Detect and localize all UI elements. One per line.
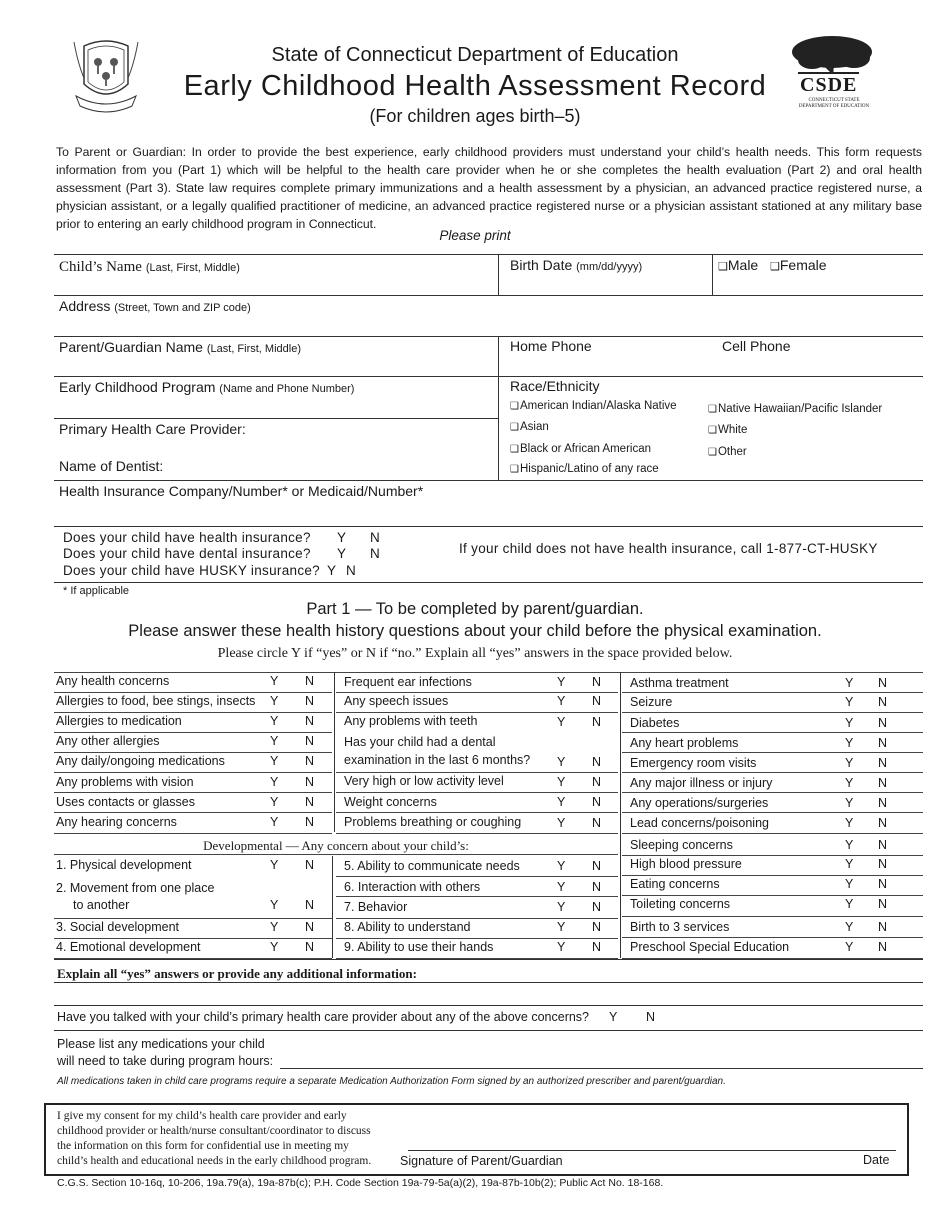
question-label: Any health concerns — [56, 674, 170, 688]
question-label: 7. Behavior — [344, 900, 408, 914]
race-label: Race/Ethnicity — [510, 378, 600, 394]
explain-answer-line[interactable] — [54, 1005, 923, 1006]
male-label: Male — [727, 257, 759, 273]
question-label: Lead concerns/poisoning — [630, 816, 769, 830]
col3-q2-y[interactable]: Y — [845, 695, 854, 709]
question-label: 9. Ability to use their hands — [344, 940, 494, 954]
dev-q5-n[interactable]: N — [592, 859, 602, 873]
dental-insurance-n[interactable]: N — [370, 546, 380, 561]
race-option-label: Hispanic/Latino of any race — [519, 463, 659, 475]
col3-q11-y[interactable]: Y — [845, 877, 854, 891]
dev-q8-y[interactable]: Y — [557, 920, 566, 934]
col1-q5-n[interactable]: N — [305, 754, 315, 768]
developmental-heading: Developmental — Any concern about your child’s: — [203, 838, 469, 853]
col2-q2-y[interactable]: Y — [557, 694, 566, 708]
consent-line-3: the information on this form for confidential use in meeting my — [57, 1140, 349, 1152]
question-label: to another — [73, 898, 130, 912]
dev-q9-y[interactable]: Y — [557, 940, 566, 954]
medications-label-1: Please list any medications your child — [57, 1037, 265, 1051]
statute-citation: C.G.S. Section 10-16q, 10-206, 19a.79(a), 19a-87b(c); P.H. Code Section 19a-79-5a(a)(2), 19a-87b-10b(2); Public Act No. 18-168. — [57, 1177, 664, 1189]
question-label: Any daily/ongoing medications — [56, 754, 225, 768]
col3-q4-y[interactable]: Y — [845, 736, 854, 750]
dev-q8-n[interactable]: N — [592, 920, 602, 934]
cell-phone-field[interactable] — [722, 338, 791, 354]
col3-q13-n[interactable]: N — [878, 920, 888, 934]
husky-insurance-y[interactable]: Y — [327, 563, 337, 578]
if-applicable-note: * If applicable — [63, 585, 130, 597]
program-label: Early Childhood Program — [59, 379, 216, 395]
question-label: Seizure — [630, 695, 673, 709]
medications-answer-line[interactable] — [280, 1068, 923, 1069]
birth-date-field[interactable] — [510, 257, 642, 273]
question-label: Any major illness or injury — [630, 776, 773, 790]
race-option-label: White — [717, 424, 748, 436]
col2-q6-n[interactable]: N — [592, 795, 602, 809]
question-label: Uses contacts or glasses — [56, 795, 195, 809]
col1-q1-y[interactable]: Y — [270, 674, 279, 688]
question-label: Any other allergies — [56, 734, 160, 748]
question-label: Any heart problems — [630, 736, 739, 750]
col3-q12-n[interactable]: N — [878, 897, 888, 911]
dental-insurance-y[interactable]: Y — [337, 546, 347, 561]
part1-heading: Part 1 — To be completed by parent/guardian. — [306, 600, 644, 618]
question-label: Emergency room visits — [630, 756, 757, 770]
program-field[interactable] — [59, 379, 354, 395]
col1-q4-n[interactable]: N — [305, 734, 315, 748]
question-label: Problems breathing or coughing — [344, 815, 522, 829]
home-phone-field[interactable] — [510, 338, 592, 354]
insurance-field[interactable]: Health Insurance Company/Number* or Medicaid/Number* — [59, 483, 424, 499]
husky-note: If your child does not have health insurance, call 1-877-CT-HUSKY — [459, 541, 878, 556]
signature-line[interactable] — [408, 1150, 896, 1151]
col3-q8-n[interactable]: N — [878, 816, 888, 830]
checkbox-icon: ❑ — [708, 447, 717, 458]
race-option-black[interactable] — [510, 443, 651, 455]
race-option-asian[interactable] — [510, 421, 549, 433]
child-name-field[interactable] — [59, 258, 240, 276]
husky-insurance-question: Does your child have HUSKY insurance? — [63, 563, 320, 578]
please-print: Please print — [439, 228, 511, 243]
talked-question: Have you talked with your child’s primary health care provider about any of the above concerns? — [57, 1010, 590, 1024]
question-label: Very high or low activity level — [344, 774, 504, 788]
race-option-label: Asian — [519, 421, 549, 433]
race-option-label: American Indian/Alaska Native — [519, 400, 677, 412]
col3-q2-n[interactable]: N — [878, 695, 888, 709]
question-label: Birth to 3 services — [630, 920, 730, 934]
dev-q2-n[interactable]: N — [305, 898, 315, 912]
question-label: Preschool Special Education — [630, 940, 790, 954]
col2-q5-y[interactable]: Y — [557, 775, 566, 789]
health-insurance-question: Does your child have health insurance? — [63, 530, 311, 545]
race-option-label: Black or African American — [519, 443, 651, 455]
dev-q6-n[interactable]: N — [592, 880, 602, 894]
primary-provider-field[interactable]: Primary Health Care Provider: — [59, 421, 246, 437]
dev-q5-y[interactable]: Y — [557, 859, 566, 873]
col3-q3-y[interactable]: Y — [845, 716, 854, 730]
talked-n[interactable]: N — [646, 1010, 656, 1024]
question-label: Frequent ear infections — [344, 675, 472, 689]
race-option-american-indian[interactable] — [510, 400, 677, 412]
race-option-other[interactable] — [708, 446, 747, 458]
col1-q4-y[interactable]: Y — [270, 734, 279, 748]
question-label: Toileting concerns — [630, 897, 731, 911]
address-label: Address — [59, 298, 111, 314]
dev-q4-n[interactable]: N — [305, 940, 315, 954]
col2-q3-n[interactable]: N — [592, 715, 602, 729]
dentist-field[interactable]: Name of Dentist: — [59, 458, 164, 474]
col3-q14-n[interactable]: N — [878, 940, 888, 954]
female-label: Female — [779, 257, 827, 273]
col3-q14-y[interactable]: Y — [845, 940, 854, 954]
col3-q4-n[interactable]: N — [878, 736, 888, 750]
checkbox-icon: ❑ — [510, 401, 519, 412]
col1-q6-y[interactable]: Y — [270, 775, 279, 789]
parent-name-label: Parent/Guardian Name — [59, 339, 203, 355]
col2-q4-n[interactable]: N — [592, 755, 602, 769]
checkbox-icon: ❑ — [770, 261, 780, 273]
dev-q3-y[interactable]: Y — [270, 920, 279, 934]
part1-subheading: Please answer these health history questions about your child before the physical examination. — [128, 622, 822, 640]
male-checkbox[interactable] — [718, 257, 758, 273]
question-label: 3. Social development — [56, 920, 179, 934]
race-option-label: Native Hawaiian/Pacific Islander — [717, 403, 883, 415]
explain-label: Explain all “yes” answers or provide any additional information: — [57, 966, 417, 981]
col2-q7-n[interactable]: N — [592, 816, 602, 830]
child-name-label: Child’s Name — [59, 259, 142, 275]
col2-q6-y[interactable]: Y — [557, 795, 566, 809]
question-label: Allergies to medication — [56, 714, 182, 728]
csde-logo-text: CSDE — [800, 74, 858, 96]
csde-caption: CONNECTICUT STATE DEPARTMENT OF EDUCATION — [798, 98, 870, 109]
question-label: Diabetes — [630, 716, 680, 730]
question-label: 4. Emotional development — [56, 940, 201, 954]
consent-line-2: childhood provider or health/nurse consultant/coordinator to discuss — [57, 1125, 371, 1137]
question-label: High blood pressure — [630, 857, 742, 871]
col3-q7-y[interactable]: Y — [845, 796, 854, 810]
question-label: Any hearing concerns — [56, 815, 177, 829]
dev-q1-n[interactable]: N — [305, 858, 315, 872]
question-label: Has your child had a dental — [344, 735, 496, 749]
dev-q9-n[interactable]: N — [592, 940, 602, 954]
child-name-sub: (Last, First, Middle) — [145, 262, 240, 274]
col1-q2-n[interactable]: N — [305, 694, 315, 708]
col3-q1-n[interactable]: N — [878, 676, 888, 690]
question-label: 1. Physical development — [56, 858, 192, 872]
checkbox-icon: ❑ — [708, 425, 717, 436]
page-subtitle: (For children ages birth–5) — [369, 106, 581, 126]
col3-q6-n[interactable]: N — [878, 776, 888, 790]
husky-insurance-n[interactable]: N — [346, 563, 356, 578]
col1-q8-n[interactable]: N — [305, 815, 315, 829]
col3-q9-n[interactable]: N — [878, 838, 888, 852]
col1-q6-n[interactable]: N — [305, 775, 315, 789]
question-label: examination in the last 6 months? — [344, 753, 531, 767]
col3-q11-n[interactable]: N — [878, 877, 888, 891]
question-label: Sleeping concerns — [630, 838, 733, 852]
cell-phone-label: Cell Phone — [722, 338, 791, 354]
col2-q4-y[interactable]: Y — [557, 755, 566, 769]
question-label: Any problems with teeth — [344, 714, 478, 728]
question-label: Asthma treatment — [630, 676, 729, 690]
col1-q3-y[interactable]: Y — [270, 714, 279, 728]
col3-q5-n[interactable]: N — [878, 756, 888, 770]
female-checkbox[interactable] — [770, 257, 827, 273]
checkbox-icon: ❑ — [510, 444, 519, 455]
checkbox-icon: ❑ — [718, 261, 728, 273]
address-sub: (Street, Town and ZIP code) — [114, 302, 251, 314]
question-label: 5. Ability to communicate needs — [344, 859, 520, 873]
checkbox-icon: ❑ — [510, 422, 519, 433]
col3-q13-y[interactable]: Y — [845, 920, 854, 934]
talked-y[interactable]: Y — [609, 1010, 618, 1024]
checkbox-icon: ❑ — [708, 404, 717, 415]
col1-q3-n[interactable]: N — [305, 714, 315, 728]
medications-label-2: will need to take during program hours: — [57, 1054, 274, 1068]
col1-q5-y[interactable]: Y — [270, 754, 279, 768]
health-insurance-n[interactable]: N — [370, 530, 380, 545]
col3-q7-n[interactable]: N — [878, 796, 888, 810]
dev-q4-y[interactable]: Y — [270, 940, 279, 954]
col3-q10-n[interactable]: N — [878, 857, 888, 871]
dev-q1-y[interactable]: Y — [270, 858, 279, 872]
health-insurance-y[interactable]: Y — [337, 530, 347, 545]
question-label: Eating concerns — [630, 877, 720, 891]
question-label: 2. Movement from one place — [56, 881, 215, 895]
col3-q8-y[interactable]: Y — [845, 816, 854, 830]
race-option-native-hawaiian[interactable] — [708, 403, 882, 415]
col2-q2-n[interactable]: N — [592, 694, 602, 708]
col3-q1-y[interactable]: Y — [845, 676, 854, 690]
parent-name-sub: (Last, First, Middle) — [206, 343, 301, 355]
question-label: Any speech issues — [344, 694, 449, 708]
dev-q7-y[interactable]: Y — [557, 900, 566, 914]
dev-q2-y[interactable]: Y — [270, 898, 279, 912]
birth-date-label: Birth Date — [510, 257, 573, 273]
race-option-label: Other — [717, 446, 747, 458]
medication-note: All medications taken in child care programs require a separate Medication Authorization Form signed by an authorized prescriber and parent/guardian. — [57, 1076, 726, 1087]
race-option-white[interactable] — [708, 424, 747, 436]
date-label: Date — [863, 1153, 890, 1167]
dental-insurance-question: Does your child have dental insurance? — [63, 546, 311, 561]
home-phone-label: Home Phone — [510, 338, 592, 354]
race-option-hispanic[interactable] — [510, 463, 659, 475]
page-title: Early Childhood Health Assessment Record — [183, 70, 767, 102]
birth-date-sub: (mm/dd/yyyy) — [576, 261, 643, 273]
program-sub: (Name and Phone Number) — [219, 383, 355, 395]
address-field[interactable] — [59, 298, 251, 314]
col3-q12-y[interactable]: Y — [845, 897, 854, 911]
dev-q6-y[interactable]: Y — [557, 880, 566, 894]
signature-label: Signature of Parent/Guardian — [400, 1154, 563, 1168]
col2-q7-y[interactable]: Y — [557, 816, 566, 830]
question-label: Any problems with vision — [56, 775, 194, 789]
intro-paragraph: To Parent or Guardian: In order to provide the best experience, early childhood providers must understand your child’s health needs. This form requests information from you (Part 1) which will be helpful to the health care provider when he or she completes the health evaluation (Part 2) and oral health assessment (Part 3). State law requires complete primary immunizations and a health assessment by a physician, an advanced practice registered nurse, a physician assistant, or a legally qualified practitioner of medicine, an advanced practice registered nurse or a physician assistant stationed at any military base prior to entering an early childhood program in Connecticut. — [56, 145, 922, 231]
col3-q10-y[interactable]: Y — [845, 857, 854, 871]
agency-name: State of Connecticut Department of Education — [271, 44, 679, 66]
col1-q2-y[interactable]: Y — [270, 694, 279, 708]
col3-q5-y[interactable]: Y — [845, 756, 854, 770]
col3-q6-y[interactable]: Y — [845, 776, 854, 790]
col2-q3-y[interactable]: Y — [557, 715, 566, 729]
part1-instruction: Please circle Y if “yes” or N if “no.” Explain all “yes” answers in the space provided below. — [217, 646, 733, 661]
col2-q5-n[interactable]: N — [592, 775, 602, 789]
dev-q7-n[interactable]: N — [592, 900, 602, 914]
question-label: Any operations/surgeries — [630, 796, 769, 810]
col1-q7-n[interactable]: N — [305, 795, 315, 809]
question-label: Weight concerns — [344, 795, 437, 809]
consent-line-1: I give my consent for my child’s health care provider and early — [57, 1110, 347, 1122]
col2-q1-n[interactable]: N — [592, 675, 602, 689]
question-label: 8. Ability to understand — [344, 920, 471, 934]
consent-line-4: child’s health and educational needs in the early childhood program. — [57, 1155, 372, 1167]
col1-q8-y[interactable]: Y — [270, 815, 279, 829]
col1-q7-y[interactable]: Y — [270, 795, 279, 809]
col3-q9-y[interactable]: Y — [845, 838, 854, 852]
question-label: Allergies to food, bee stings, insects — [56, 694, 256, 708]
col1-q1-n[interactable]: N — [305, 674, 315, 688]
col3-q3-n[interactable]: N — [878, 716, 888, 730]
col2-q1-y[interactable]: Y — [557, 675, 566, 689]
dev-q3-n[interactable]: N — [305, 920, 315, 934]
question-label: 6. Interaction with others — [344, 880, 481, 894]
parent-name-field[interactable] — [59, 339, 301, 355]
checkbox-icon: ❑ — [510, 464, 519, 475]
